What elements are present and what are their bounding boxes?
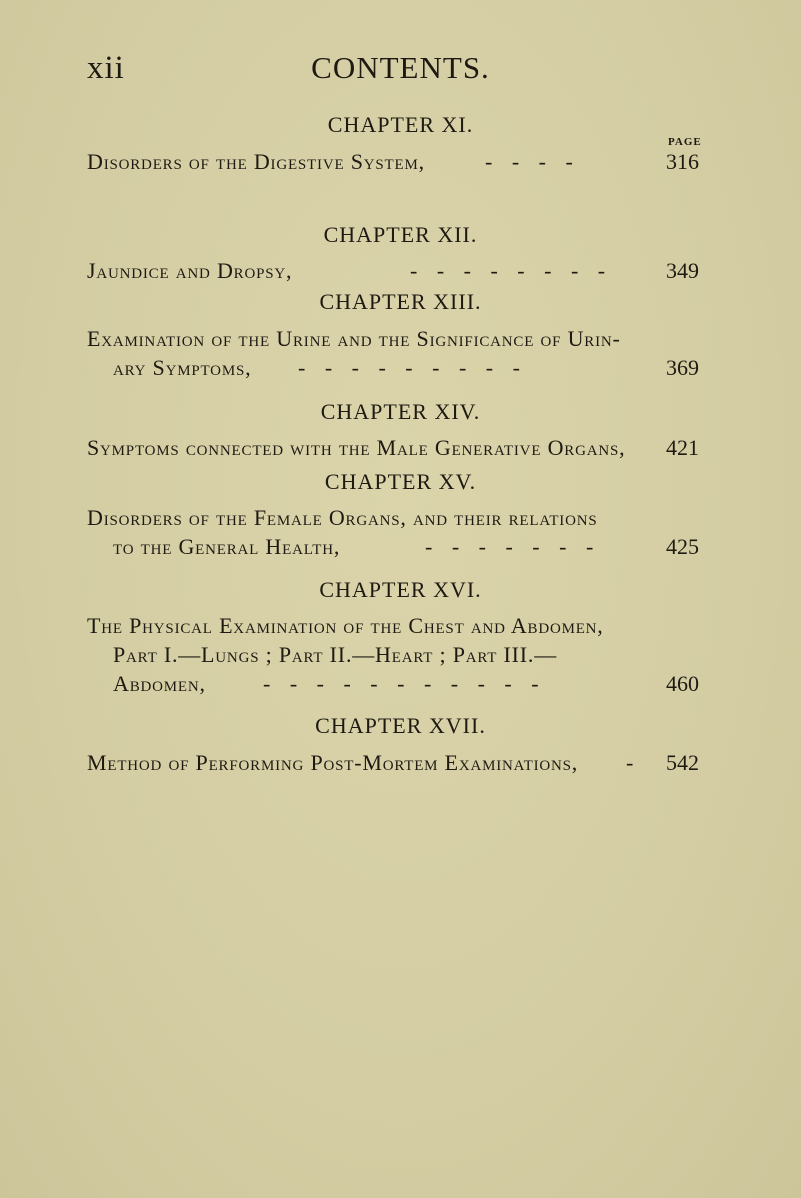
toc-entry-xvi-line-3: Abdomen, <box>113 671 206 696</box>
toc-leaders-xiii: - - - - - - - - - <box>298 355 527 380</box>
toc-page-xv: 425 <box>666 534 699 559</box>
toc-leaders-xi: - - - - <box>485 149 580 174</box>
toc-entry-xiii-line-1: Examination of the Urine and the Significance of Urin- <box>87 326 621 351</box>
toc-entry-xiii-line-2: ary Symptoms, <box>113 355 252 380</box>
toc-page-xiv: 421 <box>666 435 699 460</box>
chapter-heading-xii: CHAPTER XII. <box>323 222 478 247</box>
chapter-heading-xvi: CHAPTER XVI. <box>319 577 482 602</box>
chapter-heading-xiii: CHAPTER XIII. <box>319 289 482 314</box>
toc-page-xvii: 542 <box>666 750 699 775</box>
toc-page-xii: 349 <box>666 258 699 283</box>
toc-entry-xvi-line-1: The Physical Examination of the Chest and Abdomen, <box>87 613 604 638</box>
chapter-heading-xvii: CHAPTER XVII. <box>315 713 486 738</box>
toc-page-xvi: 460 <box>666 671 699 696</box>
toc-page-xi: 316 <box>666 149 699 174</box>
toc-leaders-xv: - - - - - - - <box>425 534 601 559</box>
toc-page-xiii: 369 <box>666 355 699 380</box>
toc-leaders-xii: - - - - - - - - <box>410 258 613 283</box>
running-head-title: CONTENTS. <box>311 50 490 85</box>
toc-leaders-xvi: - - - - - - - - - - - <box>263 671 546 696</box>
toc-entry-xiv-line-1: Symptoms connected with the Male Generative Organs, <box>87 435 626 460</box>
chapter-heading-xi: CHAPTER XI. <box>327 112 474 137</box>
toc-entry-xvii-line-1: Method of Performing Post-Mortem Examinations, <box>87 750 579 775</box>
chapter-heading-xv: CHAPTER XV. <box>324 469 477 494</box>
toc-entry-xii-line-1: Jaundice and Dropsy, <box>87 258 293 283</box>
toc-leaders-xvii: - <box>626 750 641 775</box>
page-column-label: PAGE <box>668 136 702 148</box>
page-folio: xii <box>87 50 125 86</box>
toc-entry-xv-line-2: to the General Health, <box>113 534 341 559</box>
toc-entry-xi-line-1: Disorders of the Digestive System, <box>87 149 425 174</box>
toc-entry-xv-line-1: Disorders of the Female Organs, and their relations <box>87 505 598 530</box>
toc-entry-xvi-line-2: Part I.—Lungs ; Part II.—Heart ; Part III.— <box>113 642 558 667</box>
chapter-heading-xiv: CHAPTER XIV. <box>320 399 481 424</box>
